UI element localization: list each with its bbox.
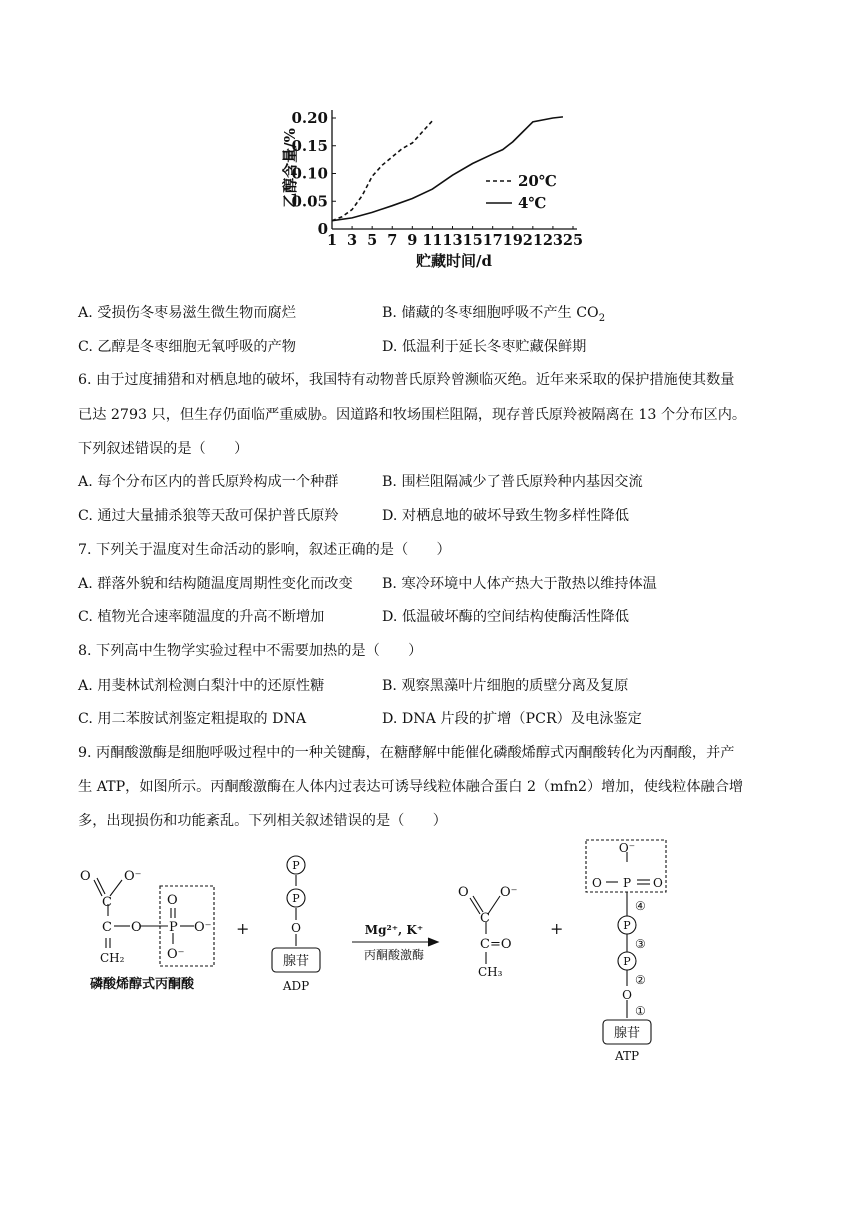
q7-stem: 7. 下列关于温度对生命活动的影响，叙述正确的是（ ） <box>78 542 451 558</box>
bond-label-2: ② <box>635 973 646 987</box>
q6-option-b: B. 围栏阻隔减少了普氏原羚种内基因交流 <box>382 474 643 490</box>
bond-label-3: ③ <box>635 937 646 951</box>
x-tick-label: 11 <box>422 232 443 249</box>
q6-option-a: A. 每个分布区内的普氏原羚构成一个种群 <box>78 474 339 490</box>
atp-label: ATP <box>614 1049 640 1063</box>
pep-label: 磷酸烯醇式丙酮酸 <box>90 977 195 992</box>
adp-p-1: P <box>292 859 300 872</box>
adp-p-2: P <box>292 892 300 905</box>
q5-option-d: D. 低温利于延长冬枣贮藏保鲜期 <box>382 339 587 355</box>
q8-option-d: D. DNA 片段的扩增（PCR）及电泳鉴定 <box>382 711 642 727</box>
q8-option-a: A. 用斐林试剂检测白梨汁中的还原性糖 <box>78 678 325 694</box>
x-tick-label: 9 <box>407 232 418 249</box>
pyruvate-ch3: CH₃ <box>478 965 503 979</box>
pep-carboxyl-o: O⁻ <box>124 869 142 884</box>
y-tick-label: 0.05 <box>291 192 328 211</box>
pep-carbon-2: C <box>102 920 112 935</box>
atp-phosphate-o-right: O <box>653 876 663 890</box>
q5-option-a: A. 受损伤冬枣易滋生微生物而腐烂 <box>78 305 296 321</box>
y-axis-label: 乙醇含量/% <box>281 128 299 208</box>
y-tick-label: 0.15 <box>291 136 328 155</box>
pyruvate-carboxyl-o: O⁻ <box>500 885 518 900</box>
adp-adenosine: 腺苷 <box>282 954 310 969</box>
x-tick-label: 19 <box>502 232 523 249</box>
q8-option-c: C. 用二苯胺试剂鉴定粗提取的 DNA <box>78 711 307 727</box>
pep-phosphorus: P <box>169 920 178 935</box>
q7-option-a: A. 群落外貌和结构随温度周期性变化而改变 <box>78 576 353 592</box>
legend-label-2: 4℃ <box>518 194 547 212</box>
pep-ester-o: O <box>131 920 142 935</box>
pep-ch2: CH₂ <box>100 951 125 965</box>
y-tick-label: 0.10 <box>291 164 328 183</box>
atp-phosphate-o-left: O <box>592 876 602 890</box>
pyruvate-keto: C=O <box>480 937 512 952</box>
pep-carbonyl-o: O <box>80 869 91 884</box>
y-tick-label: 0 <box>317 220 328 238</box>
x-tick-label: 21 <box>522 232 543 249</box>
pyruvate-carbonyl-o: O <box>458 885 469 900</box>
q6-option-d: D. 对栖息地的破坏导致生物多样性降低 <box>382 508 629 524</box>
enzyme-label: 丙酮酸激酶 <box>363 948 425 962</box>
x-tick-label: 5 <box>367 232 378 249</box>
x-tick-label: 13 <box>442 232 463 249</box>
atp-p-1: P <box>623 919 631 932</box>
atp-p-2: P <box>623 955 631 968</box>
bond-label-1: ① <box>635 1004 646 1018</box>
q9-stem-line3: 多，出现损伤和功能紊乱。下列相关叙述错误的是（ ） <box>78 813 447 829</box>
q6-stem-line2: 已达 2793 只，但生存仍面临严重威胁。因道路和牧场围栏阻隔，现存普氏原羚被隔离在 13 个分布区内。 <box>78 407 747 423</box>
pyruvate-carbon-1: C <box>480 911 490 926</box>
pep-phosphate-o-top: O <box>167 893 178 908</box>
x-tick-label: 7 <box>387 232 398 249</box>
q5-option-c: C. 乙醇是冬枣细胞无氧呼吸的产物 <box>78 339 296 355</box>
x-axis-label: 贮藏时间/d <box>416 252 492 270</box>
q5-option-b <box>382 303 605 329</box>
cofactor-label: Mg²⁺, K⁺ <box>364 923 424 937</box>
y-tick-label: 0.20 <box>291 109 328 127</box>
series-line-1 <box>332 121 432 221</box>
adp-o: O <box>291 921 301 935</box>
q9-stem-line2: 生 ATP，如图所示。丙酮酸激酶在人体内过表达可诱导线粒体融合蛋白 2（mfn2）增加，使线粒体融合增 <box>78 779 744 795</box>
q5-option-b-text: B. 储藏的冬枣细胞呼吸不产生 CO <box>382 305 599 321</box>
plus-sign-1: + <box>236 919 250 938</box>
x-tick-label: 23 <box>542 232 564 249</box>
x-tick-label: 25 <box>562 232 584 249</box>
x-tick-label: 1 <box>326 232 338 249</box>
pep-carbon-1: C <box>102 895 112 910</box>
q6-option-c: C. 通过大量捕杀狼等天敌可保护普氏原羚 <box>78 508 339 524</box>
q8-stem: 8. 下列高中生物学实验过程中不需要加热的是（ ） <box>78 643 423 659</box>
q7-option-d: D. 低温破坏酶的空间结构使酶活性降低 <box>382 609 629 625</box>
adp-label: ADP <box>282 979 310 993</box>
atp-adenosine: 腺苷 <box>613 1026 641 1041</box>
atp-phosphate-o-top: O⁻ <box>618 841 636 855</box>
ethanol-content-chart <box>272 96 592 274</box>
legend-label-1: 20℃ <box>518 172 557 190</box>
q6-stem-line3: 下列叙述错误的是（ ） <box>78 441 249 457</box>
x-tick-label: 15 <box>462 232 483 249</box>
q8-option-b: B. 观察黑藻叶片细胞的质壁分离及复原 <box>382 678 629 694</box>
atp-phosphorus: P <box>622 876 632 890</box>
q9-stem-line1: 9. 丙酮酸激酶是细胞呼吸过程中的一种关键酶，在糖酵解中能催化磷酸烯醇式丙酮酸转化为丙酮酸，并产 <box>78 745 735 761</box>
q5-option-b-subscript: 2 <box>598 312 606 324</box>
pyruvate-kinase-reaction-figure <box>70 838 710 1064</box>
q6-stem-line1: 6. 由于过度捕猎和对栖息地的破坏，我国特有动物普氏原羚曾濒临灭绝。近年来采取的保护措施使其数量 <box>78 372 735 388</box>
x-tick-label: 17 <box>482 232 503 249</box>
x-tick-label: 3 <box>347 232 358 249</box>
q7-option-c: C. 植物光合速率随温度的升高不断增加 <box>78 609 325 625</box>
atp-o: O <box>622 988 632 1002</box>
plus-sign-2: + <box>550 919 564 938</box>
chart-legend <box>486 172 557 212</box>
pep-phosphate-o-right: O⁻ <box>194 920 212 935</box>
pep-phosphate-o-bottom: O⁻ <box>167 947 185 962</box>
bond-label-4: ④ <box>635 899 646 913</box>
q7-option-b: B. 寒冷环境中人体产热大于散热以维持体温 <box>382 576 657 592</box>
